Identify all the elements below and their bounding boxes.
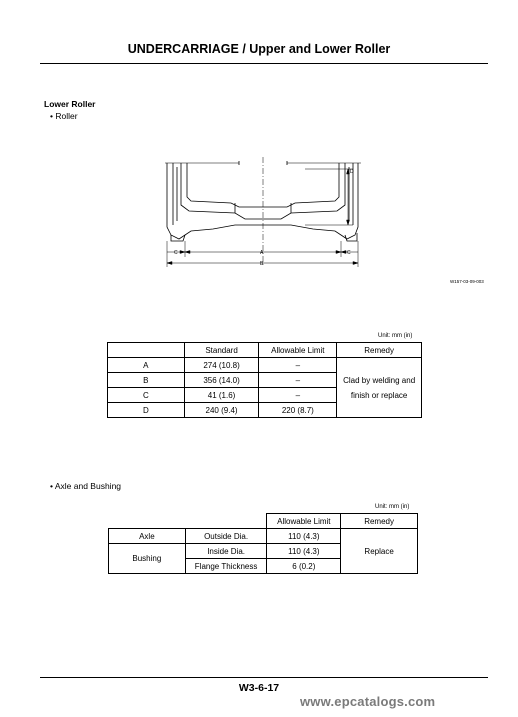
table-header-row [108,343,422,358]
table-cell-limit: 6 (0.2) [267,559,341,574]
table-cell-item: A [108,358,185,373]
table-cell-limit: 220 (8.7) [259,403,337,418]
table-row [108,358,422,373]
roller-bullet-label: • Roller [50,111,78,121]
dimension-label-a: A [260,250,264,256]
remedy-line-1: Clad by welding and [343,375,416,385]
axle-table-unit: Unit: mm (in) [375,504,410,510]
table-cell-limit: – [259,373,337,388]
table-cell-item: B [108,373,185,388]
table-cell-remedy [337,358,422,418]
table-cell-limit: 110 (4.3) [267,544,341,559]
table-header-cell: Allowable Limit [267,514,341,529]
table-header-cell [109,514,267,529]
table-cell-part: Flange Thickness [185,559,267,574]
table-cell-standard: 41 (1.6) [184,388,259,403]
table-cell-limit: – [259,358,337,373]
footer-rule [40,677,488,678]
roller-table-unit: Unit: mm (in) [378,333,413,339]
watermark-text: www.epcatalogs.com [300,694,436,709]
table-header-cell: Remedy [337,343,422,358]
axle-bullet-label: • Axle and Bushing [50,481,122,491]
table-header-cell: Allowable Limit [259,343,337,358]
table-cell-limit: 110 (4.3) [267,529,341,544]
axle-spec-table [108,513,418,574]
table-cell-standard: 356 (14.0) [184,373,259,388]
table-cell-limit: – [259,388,337,403]
table-cell-axle: Axle [109,529,186,544]
table-cell-bushing: Bushing [109,544,186,574]
dimension-label-c-left: C [174,250,178,256]
table-header-cell: Remedy [341,514,418,529]
dimension-label-b: B [260,261,264,267]
dimension-label-d: D [350,169,354,175]
page-number: W3-6-17 [238,682,280,694]
table-cell-part: Inside Dia. [185,544,267,559]
page-title: UNDERCARRIAGE / Upper and Lower Roller [127,42,391,56]
remedy-line-2: finish or replace [350,390,408,400]
table-cell-part: Outside Dia. [185,529,267,544]
section-title: Lower Roller [44,99,96,109]
table-row [109,529,418,544]
table-cell-item: D [108,403,185,418]
dimension-label-c-right: C [347,250,351,256]
figure-code: W157-03-09-003 [450,279,484,284]
table-cell-standard: 274 (10.8) [184,358,259,373]
table-cell-item: C [108,388,185,403]
roller-diagram [155,155,365,270]
table-cell-remedy: Replace [341,529,418,574]
table-header-cell: Standard [184,343,259,358]
header-rule [40,63,488,64]
table-header-row [109,514,418,529]
roller-spec-table [107,342,422,418]
table-header-cell [108,343,185,358]
table-cell-standard: 240 (9.4) [184,403,259,418]
